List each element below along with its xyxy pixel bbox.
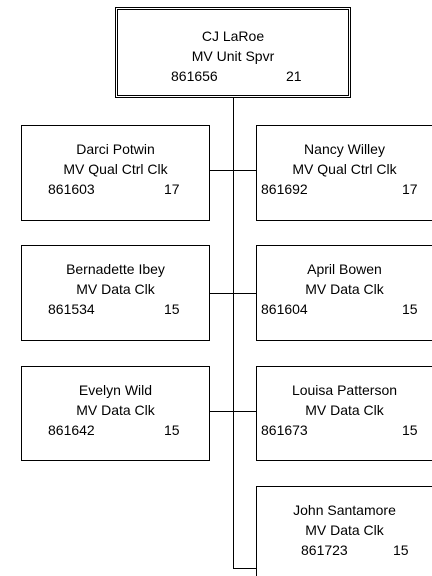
connector-row3: [210, 411, 256, 412]
node-title: MV Qual Ctrl Clk: [63, 161, 168, 177]
node-name: April Bowen: [307, 261, 382, 277]
node-id: 861534: [48, 301, 95, 317]
node-count: 15: [402, 301, 418, 317]
node-name: CJ LaRoe: [201, 28, 265, 44]
node-id: 861673: [261, 422, 308, 438]
org-node-report: [256, 245, 432, 341]
node-name: John Santamore: [293, 502, 396, 518]
connector-row2: [210, 293, 256, 294]
node-title: MV Data Clk: [76, 281, 155, 297]
node-count: 21: [286, 68, 302, 84]
node-title: MV Data Clk: [305, 281, 384, 297]
node-id: 861642: [48, 422, 95, 438]
node-count: 15: [164, 422, 180, 438]
org-node-report: [256, 366, 432, 461]
org-node-report: [21, 125, 210, 221]
node-title: MV Data Clk: [305, 522, 384, 538]
org-node-report: [21, 245, 210, 341]
node-count: 17: [402, 181, 418, 197]
node-count: 15: [393, 542, 409, 558]
org-node-root: [115, 7, 351, 98]
node-title: MV Unit Spvr: [191, 48, 275, 64]
node-name: Louisa Patterson: [291, 382, 398, 398]
node-id: 861692: [261, 181, 308, 197]
connector-row4: [233, 568, 256, 569]
node-name: Bernadette Ibey: [66, 261, 165, 277]
org-node-report: [256, 125, 432, 221]
node-id: 861604: [261, 301, 308, 317]
node-name: Evelyn Wild: [78, 382, 153, 398]
node-id: 861723: [301, 542, 348, 558]
node-name: Darci Potwin: [76, 141, 155, 157]
node-id: 861656: [171, 68, 218, 84]
node-title: MV Data Clk: [305, 402, 384, 418]
trunk-connector: [233, 98, 234, 568]
node-id: 861603: [48, 181, 95, 197]
org-node-report: [256, 486, 432, 576]
node-title: MV Data Clk: [76, 402, 155, 418]
org-node-report: [21, 366, 210, 461]
node-count: 15: [164, 301, 180, 317]
node-count: 17: [164, 181, 180, 197]
node-title: MV Qual Ctrl Clk: [292, 161, 397, 177]
node-count: 15: [402, 422, 418, 438]
node-name: Nancy Willey: [304, 141, 385, 157]
connector-row1: [210, 170, 256, 171]
